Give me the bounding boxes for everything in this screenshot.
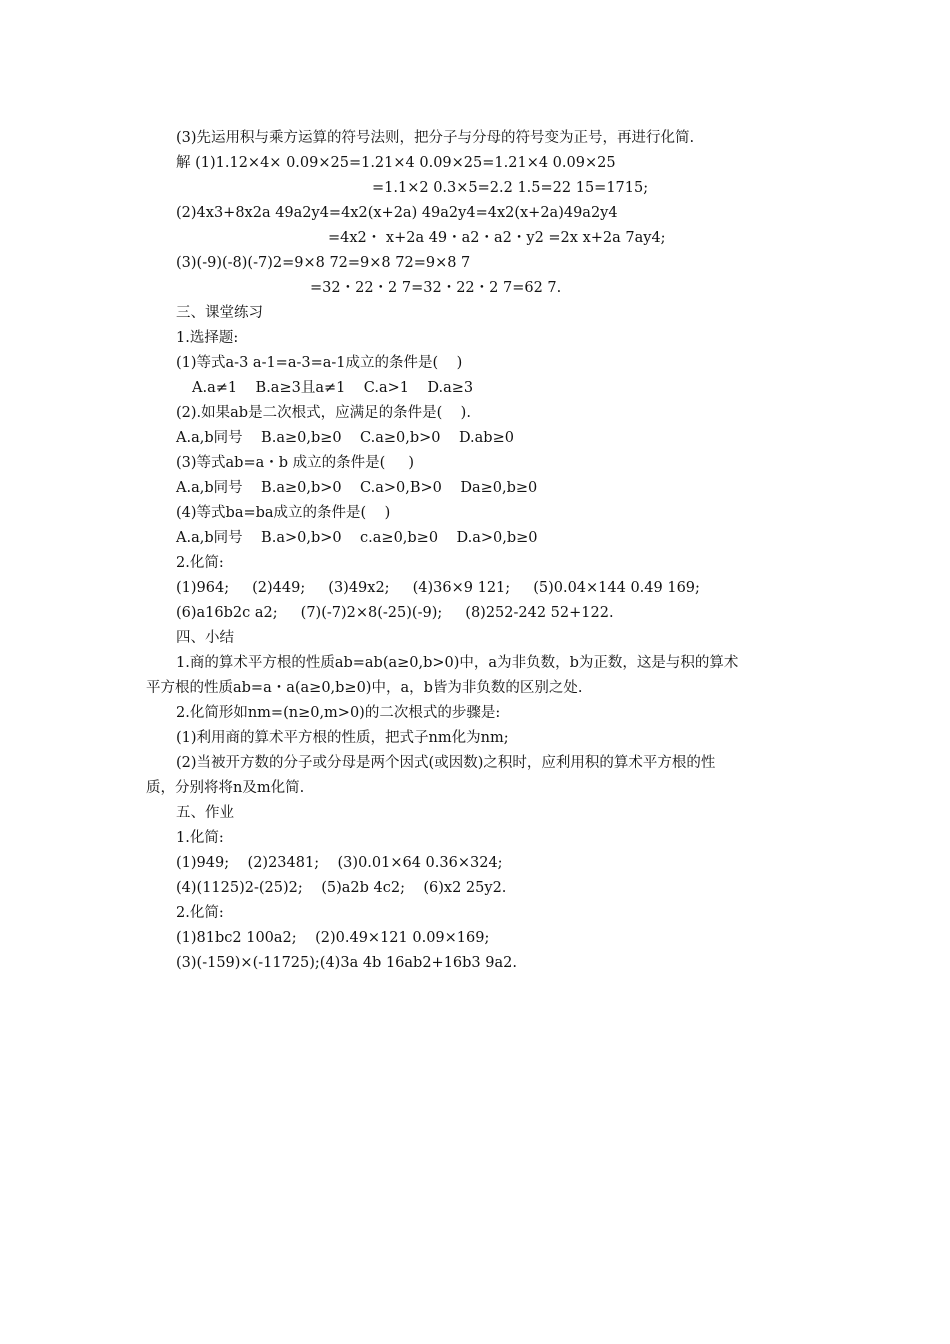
section-heading: 三、课堂练习 [176, 305, 263, 321]
text-line: A.a,b同号 B.a≥0,b>0 C.a>0,B>0 Da≥0,b≥0 [176, 480, 538, 496]
text-line: (4)等式ba=ba成立的条件是( ) [176, 505, 391, 521]
text-line: (1)964; (2)449; (3)49x2; (4)36×9 121; (5)0.04×144 0.49 169; [176, 580, 700, 596]
text-line: A.a,b同号 B.a≥0,b≥0 C.a≥0,b>0 D.ab≥0 [176, 430, 514, 446]
text-line: (3)(-9)(-8)(-7)2=9×8 72=9×8 72=9×8 7 [176, 255, 471, 271]
text-line: 2.化简形如nm=(n≥0,m>0)的二次根式的步骤是: [176, 705, 501, 721]
text-line: (3)(-159)×(-11725);(4)3a 4b 16ab2+16b3 9a2. [176, 955, 517, 971]
text-line: 1.商的算术平方根的性质ab=ab(a≥0,b>0)中，a为非负数，b为正数，这是与积的算术 [176, 655, 739, 671]
text-line: 解 (1)1.12×4× 0.09×25=1.21×4 0.09×25=1.21×4 0.09×25 [176, 155, 616, 171]
text-line: (1)949; (2)23481; (3)0.01×64 0.36×324; [176, 855, 503, 871]
text-line: 1.化简: [176, 830, 224, 846]
text-line: 平方根的性质ab=a・a(a≥0,b≥0)中，a，b皆为非负数的区别之处. [146, 680, 583, 696]
text-line: (2)4x3+8x2a 49a2y4=4x2(x+2a) 49a2y4=4x2(x+2a)49a2y4 [176, 205, 618, 221]
text-line: 2.化简: [176, 555, 224, 571]
text-line: A.a≠1 B.a≥3且a≠1 C.a>1 D.a≥3 [192, 380, 474, 396]
text-line: (2)当被开方数的分子或分母是两个因式(或因数)之积时，应利用积的算术平方根的性 [176, 755, 716, 771]
text-line: (6)a16b2c a2; (7)(-7)2×8(-25)(-9); (8)252-242 52+122. [176, 605, 614, 621]
text-line: =1.1×2 0.3×5=2.2 1.5=22 15=1715; [372, 180, 649, 196]
text-line: =4x2・ x+2a 49・a2・a2・y2 =2x x+2a 7ay4; [328, 230, 666, 246]
text-line: (3)先运用积与乘方运算的符号法则，把分子与分母的符号变为正号，再进行化简. [176, 130, 695, 146]
text-line: 2.化简: [176, 905, 224, 921]
text-line: (1)利用商的算术平方根的性质，把式子nm化为nm; [176, 730, 509, 746]
text-line: (1)81bc2 100a2; (2)0.49×121 0.09×169; [176, 930, 490, 946]
text-line: =32・22・2 7=32・22・2 7=62 7. [310, 280, 562, 296]
section-heading: 五、作业 [176, 805, 234, 821]
text-line: (3)等式ab=a・b 成立的条件是( ) [176, 455, 415, 471]
section-heading: 四、小结 [176, 630, 234, 646]
text-line: (2).如果ab是二次根式，应满足的条件是( ). [176, 405, 471, 421]
text-line: A.a,b同号 B.a>0,b>0 c.a≥0,b≥0 D.a>0,b≥0 [176, 530, 538, 546]
text-line: 1.选择题: [176, 330, 239, 346]
text-line: (1)等式a-3 a-1=a-3=a-1成立的条件是( ) [176, 355, 463, 371]
text-line: 质，分别将将n及m化简. [146, 780, 305, 796]
text-line: (4)(1125)2-(25)2; (5)a2b 4c2; (6)x2 25y2. [176, 880, 507, 896]
